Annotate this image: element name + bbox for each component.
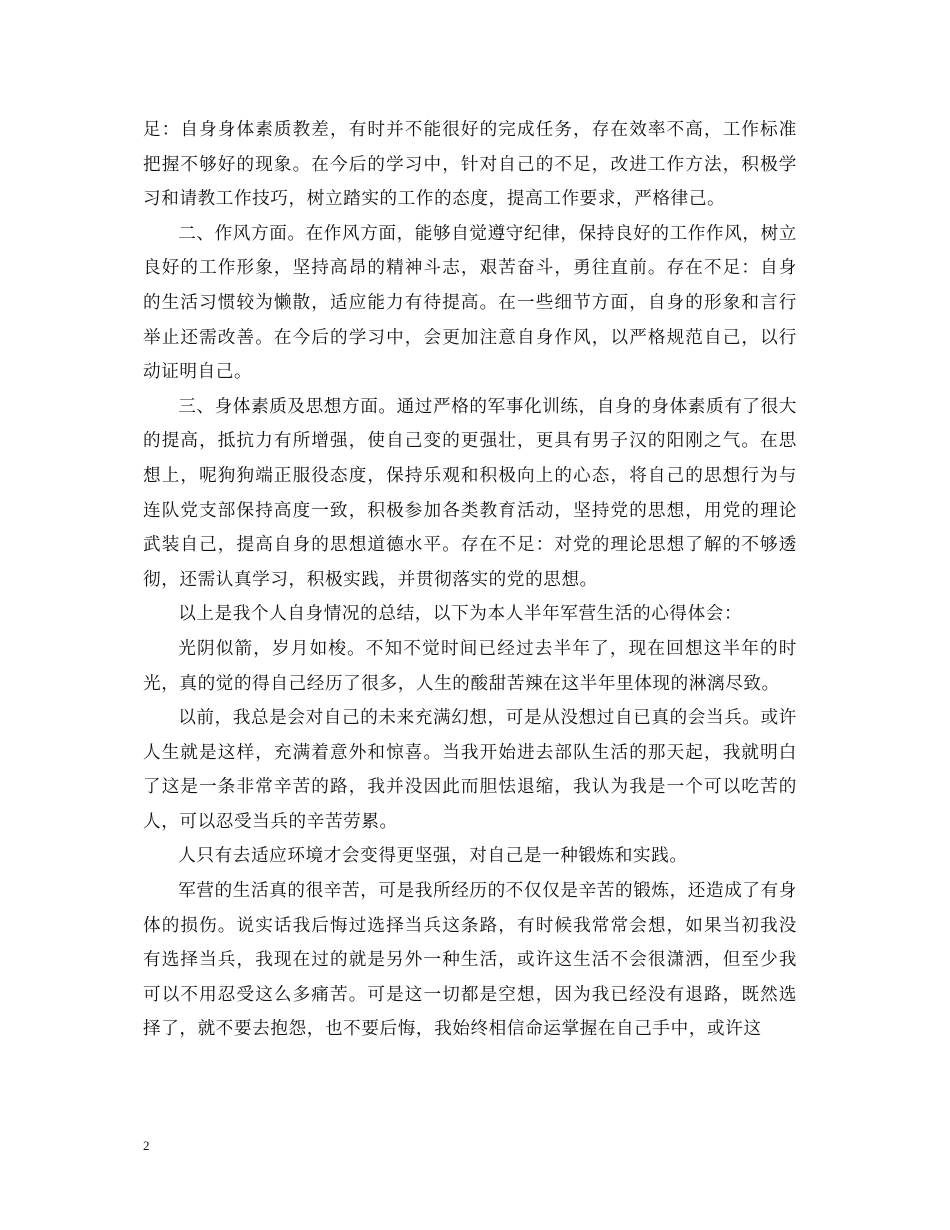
paragraph-5: 光阴似箭，岁月如梭。不知不觉时间已经过去半年了，现在回想这半年的时光，真的觉的得自己经历了很多，人生的酸甜苦辣在这半年里体现的淋漓尽致。 [143,638,797,694]
paragraph-8: 军营的生活真的很辛苦，可是我所经历的不仅仅是辛苦的锻炼，还造成了有身体的损伤。说实话我后悔过选择当兵这条路，有时候我常常会想，如果当初我没有选择当兵，我现在过的就是另外一种生活，或许这生活不会很潇洒，但至少我可以不用忍受这么多痛苦。可是这一切都是空想，因为我已经没有退路，既然选择了，就不要去抱怨，也不要后悔，我始终相信命运掌握在自己手中，或许这 [143,881,797,1040]
paragraph-7: 人只有去适应环境才会变得更坚强，对自己是一种锻炼和实践。 [178,846,688,867]
document-body [143,113,797,1047]
paragraph-2: 二、作风方面。在作风方面，能够自觉遵守纪律，保持良好的工作作风，树立良好的工作形象，坚持高昂的精神斗志，艰苦奋斗，勇往直前。存在不足：自身的生活习惯较为懒散，适应能力有待提高。在一些细节方面，自身的形象和言行举止还需改善。在今后的学习中，会更加注意自身作风，以严格规范自己，以行动证明自己。 [143,223,797,383]
page-number: 2 [143,1138,150,1153]
paragraph-4: 以上是我个人自身情况的总结，以下为本人半年军营生活的心得体会： [178,604,743,625]
paragraph-6: 以前，我总是会对自己的未来充满幻想，可是从没想过自已真的会当兵。或许人生就是这样，充满着意外和惊喜。当我开始进去部队生活的那天起，我就明白了这是一条非常辛苦的路，我并没因此而胆怯退缩，我认为我是一个可以吃苦的人，可以忍受当兵的辛苦劳累。 [143,708,797,832]
paragraph-1: 足：自身身体素质教差，有时并不能很好的完成任务，存在效率不高，工作标准把握不够好的现象。在今后的学习中，针对自己的不足，改进工作方法，积极学习和请教工作技巧，树立踏实的工作的态度，提高工作要求，严格律己。 [143,120,797,210]
paragraph-3: 三、身体素质及思想方面。通过严格的军事化训练，自身的身体素质有了很大的提高，抵抗力有所增强，使自己变的更强壮，更具有男子汉的阳刚之气。在思想上，呢狗狗端正服役态度，保持乐观和积极向上的心态，将自己的思想行为与连队党支部保持高度一致，积极参加各类教育活动，坚持党的思想，用党的理论武装自己，提高自身的思想道德水平。存在不足：对党的理论思想了解的不够透彻，还需认真学习，积极实践，并贯彻落实的党的思想。 [143,396,797,590]
